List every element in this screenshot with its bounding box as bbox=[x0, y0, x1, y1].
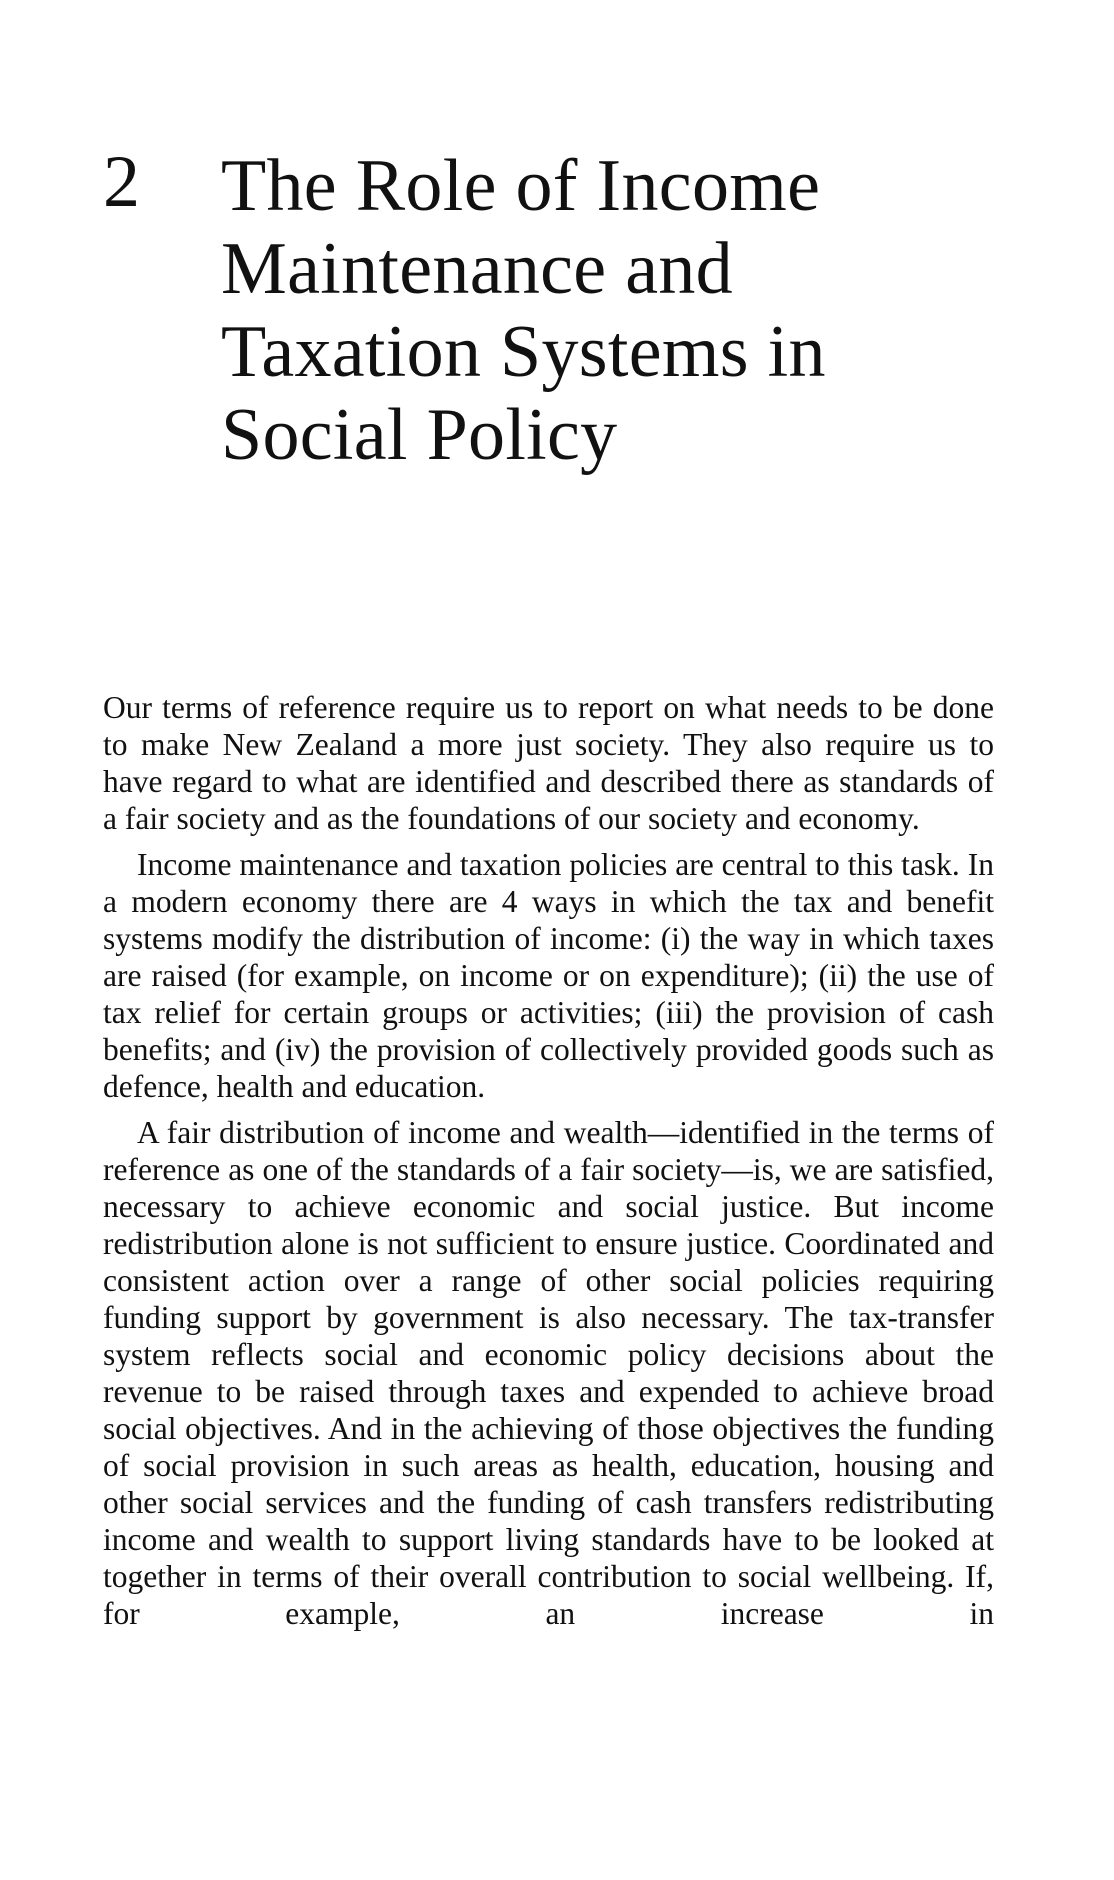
chapter-title-line: Social Policy bbox=[221, 394, 618, 476]
body-text bbox=[103, 689, 994, 1632]
paragraph-fair-distribution: A fair distribution of income and wealth—identified in the terms of reference as one of the standards of a fair society—is, we are satisfied, necessary to achieve economic and social justice. But income redistribution alone is not sufficient to ensure justice. Coordinated and consistent action over a range of other social policies requiring funding support by government is also necessary. The tax-transfer system reflects social and economic policy decisions about the revenue to be raised through taxes and expended to achieve broad social objectives. And in the achieving of those objectives the funding of social provision in such areas as health, education, housing and other social services and the funding of cash transfers redistributing income and wealth to support living standards have to be looked at together in terms of their overall contribution to social wellbeing. If, for example, an increase in bbox=[103, 1115, 994, 1631]
paragraph-terms-of-reference: Our terms of reference require us to report on what needs to be done to make New Zealand a more just society. They also require us to have regard to what are identified and described there as standards of a fair society and as the foundations of our society and economy. bbox=[103, 690, 994, 836]
chapter-title-line: Maintenance and bbox=[221, 228, 733, 310]
paragraph-income-maintenance: Income maintenance and taxation policies are central to this task. In a modern economy there are 4 ways in which the tax and benefit systems modify the distribution of income: (i) the way in which taxes are raised (for example, on income or on expenditure); (ii) the use of tax relief for certain groups or activities; (iii) the provision of cash benefits; and (iv) the provision of collectively provided goods such as defence, health and education. bbox=[103, 847, 994, 1104]
chapter-title-line: The Role of Income bbox=[221, 145, 821, 227]
chapter-title-line: Taxation Systems in bbox=[221, 311, 826, 393]
chapter-number: 2 bbox=[103, 141, 141, 223]
chapter-title bbox=[221, 145, 826, 477]
